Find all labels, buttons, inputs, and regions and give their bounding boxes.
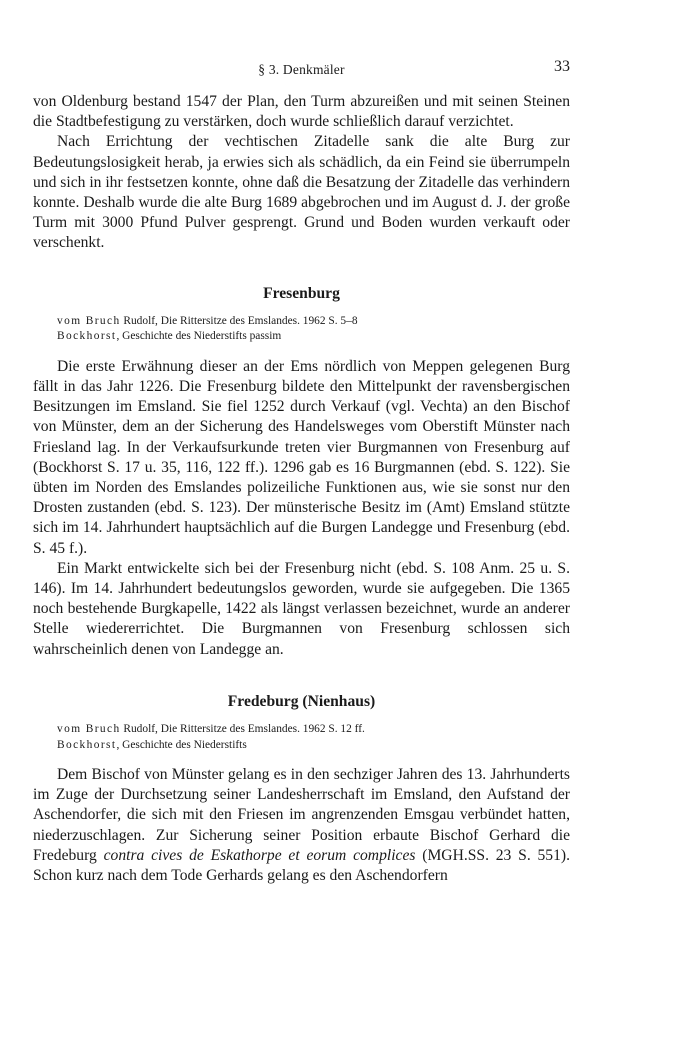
paragraph-zitadelle: Nach Errichtung der vechtischen Zitadelle sank die alte Burg zur Bedeutungslosigkeit herab, ja erwies sich als schädlich, da ein Feind sie überrumpeln und sich in ihr festsetzen konnte, ohne daß die Besatzung der Zitadelle das verhindern konnte. Deshalb wurde die alte Burg 1689 abgebrochen und im August d. J. der große Turm mit 3000 Pfund Pulver gesprengt. Grund und Boden wurden verkauft oder verschenkt. — [33, 133, 570, 252]
bibliography-fredeburg — [33, 722, 570, 753]
latin-quotation: contra cives de Eskathorpe et eorum complices — [103, 846, 416, 864]
running-head: § 3. Denkmäler — [258, 62, 345, 77]
bib-text: , Geschichte des Niederstifts passim — [116, 330, 282, 343]
paragraph-fredeburg — [33, 765, 570, 886]
bib-entry — [57, 314, 570, 330]
bibliography-fresenburg — [33, 314, 570, 345]
section-heading-fresenburg: Fresenburg — [263, 284, 340, 302]
bib-author: Bockhorst — [57, 330, 117, 343]
bib-entry — [57, 329, 570, 345]
bib-text: , Geschichte des Niederstifts — [116, 738, 247, 751]
paragraph-fresenburg-1: Die erste Erwähnung dieser an der Ems nördlich von Meppen gelegenen Burg fällt in das Jahr 1226. Die Fresenburg bildete den Mittelpunkt der ravensbergischen Besitzungen im Emsland. Sie fiel 1252 durch Verkauf (vgl. Vechta) an den Bischof von Münster, dem an der Sicherung des Handelsweges vom Oberstift Münster nach Friesland lag. In der Verkaufsurkunde treten vier Burgmannen von Fresenburg auf (Bockhorst S. 17 u. 35, 116, 122 ff.). 1296 gab es 16 Burgmannen (ebd. S. 122). Sie übten im Norden des Emslandes polizeiliche Funktionen aus, wie sie sonst nur den Drosten zustanden (ebd. S. 123). Der münsterische Besitz im (Amt) Emsland stützte sich im 14. Jahrhundert hauptsächlich auf die Burgen Landegge und Fresenburg (ebd. S. 45 f.). — [33, 357, 570, 557]
section-heading-fredeburg: Fredeburg (Nienhaus) — [227, 692, 376, 710]
bib-author: vom Bruch — [57, 723, 121, 736]
bib-text: Rudolf, Die Rittersitze des Emslandes. 1962 S. 5–8 — [120, 314, 358, 327]
paragraph-text: Dem Bischof von Münster gelang es in den sechziger Jahren des 13. Jahrhunderts im Zuge der Durchsetzung seiner Landesherrschaft im Emsland, den Aufstand der Aschendorfer, die sich mit den Friesen im angrenzenden Emsgau verbündet hatten, niederzuschlagen. Zur Sicherung seiner Position erbaute Bischof Gerhard die Fredeburg — [33, 766, 570, 864]
page-body — [33, 92, 570, 886]
bib-author: vom Bruch — [57, 314, 121, 327]
bib-text: Rudolf, Die Rittersitze des Emslandes. 1962 S. 12 ff. — [120, 723, 365, 736]
paragraph-text: (MGH.SS. 23 S. 551). Schon kurz nach dem Tode Gerhards gelang es den Aschendorfern — [33, 846, 570, 885]
bib-author: Bockhorst — [57, 738, 117, 751]
bib-entry — [57, 722, 570, 738]
bib-entry — [57, 738, 570, 754]
page-number: 33 — [554, 58, 570, 75]
paragraph-continued: von Oldenburg bestand 1547 der Plan, den Turm abzureißen und mit seinen Steinen die Stadtbefestigung zu verstärken, doch wurde schließlich darauf verzichtet. — [33, 93, 570, 131]
paragraph-fresenburg-2: Ein Markt entwickelte sich bei der Fresenburg nicht (ebd. S. 108 Anm. 25 u. S. 146). Im 14. Jahrhundert bedeutungslos geworden, wurde sie aufgegeben. Die 1365 noch bestehende Burgkapelle, 1422 als längst verlassen bezeichnet, wurde an anderer Stelle wiedererrichtet. Die Burgmannen von Fresenburg schlossen sich wahrscheinlich denen von Landegge an. — [33, 559, 570, 658]
